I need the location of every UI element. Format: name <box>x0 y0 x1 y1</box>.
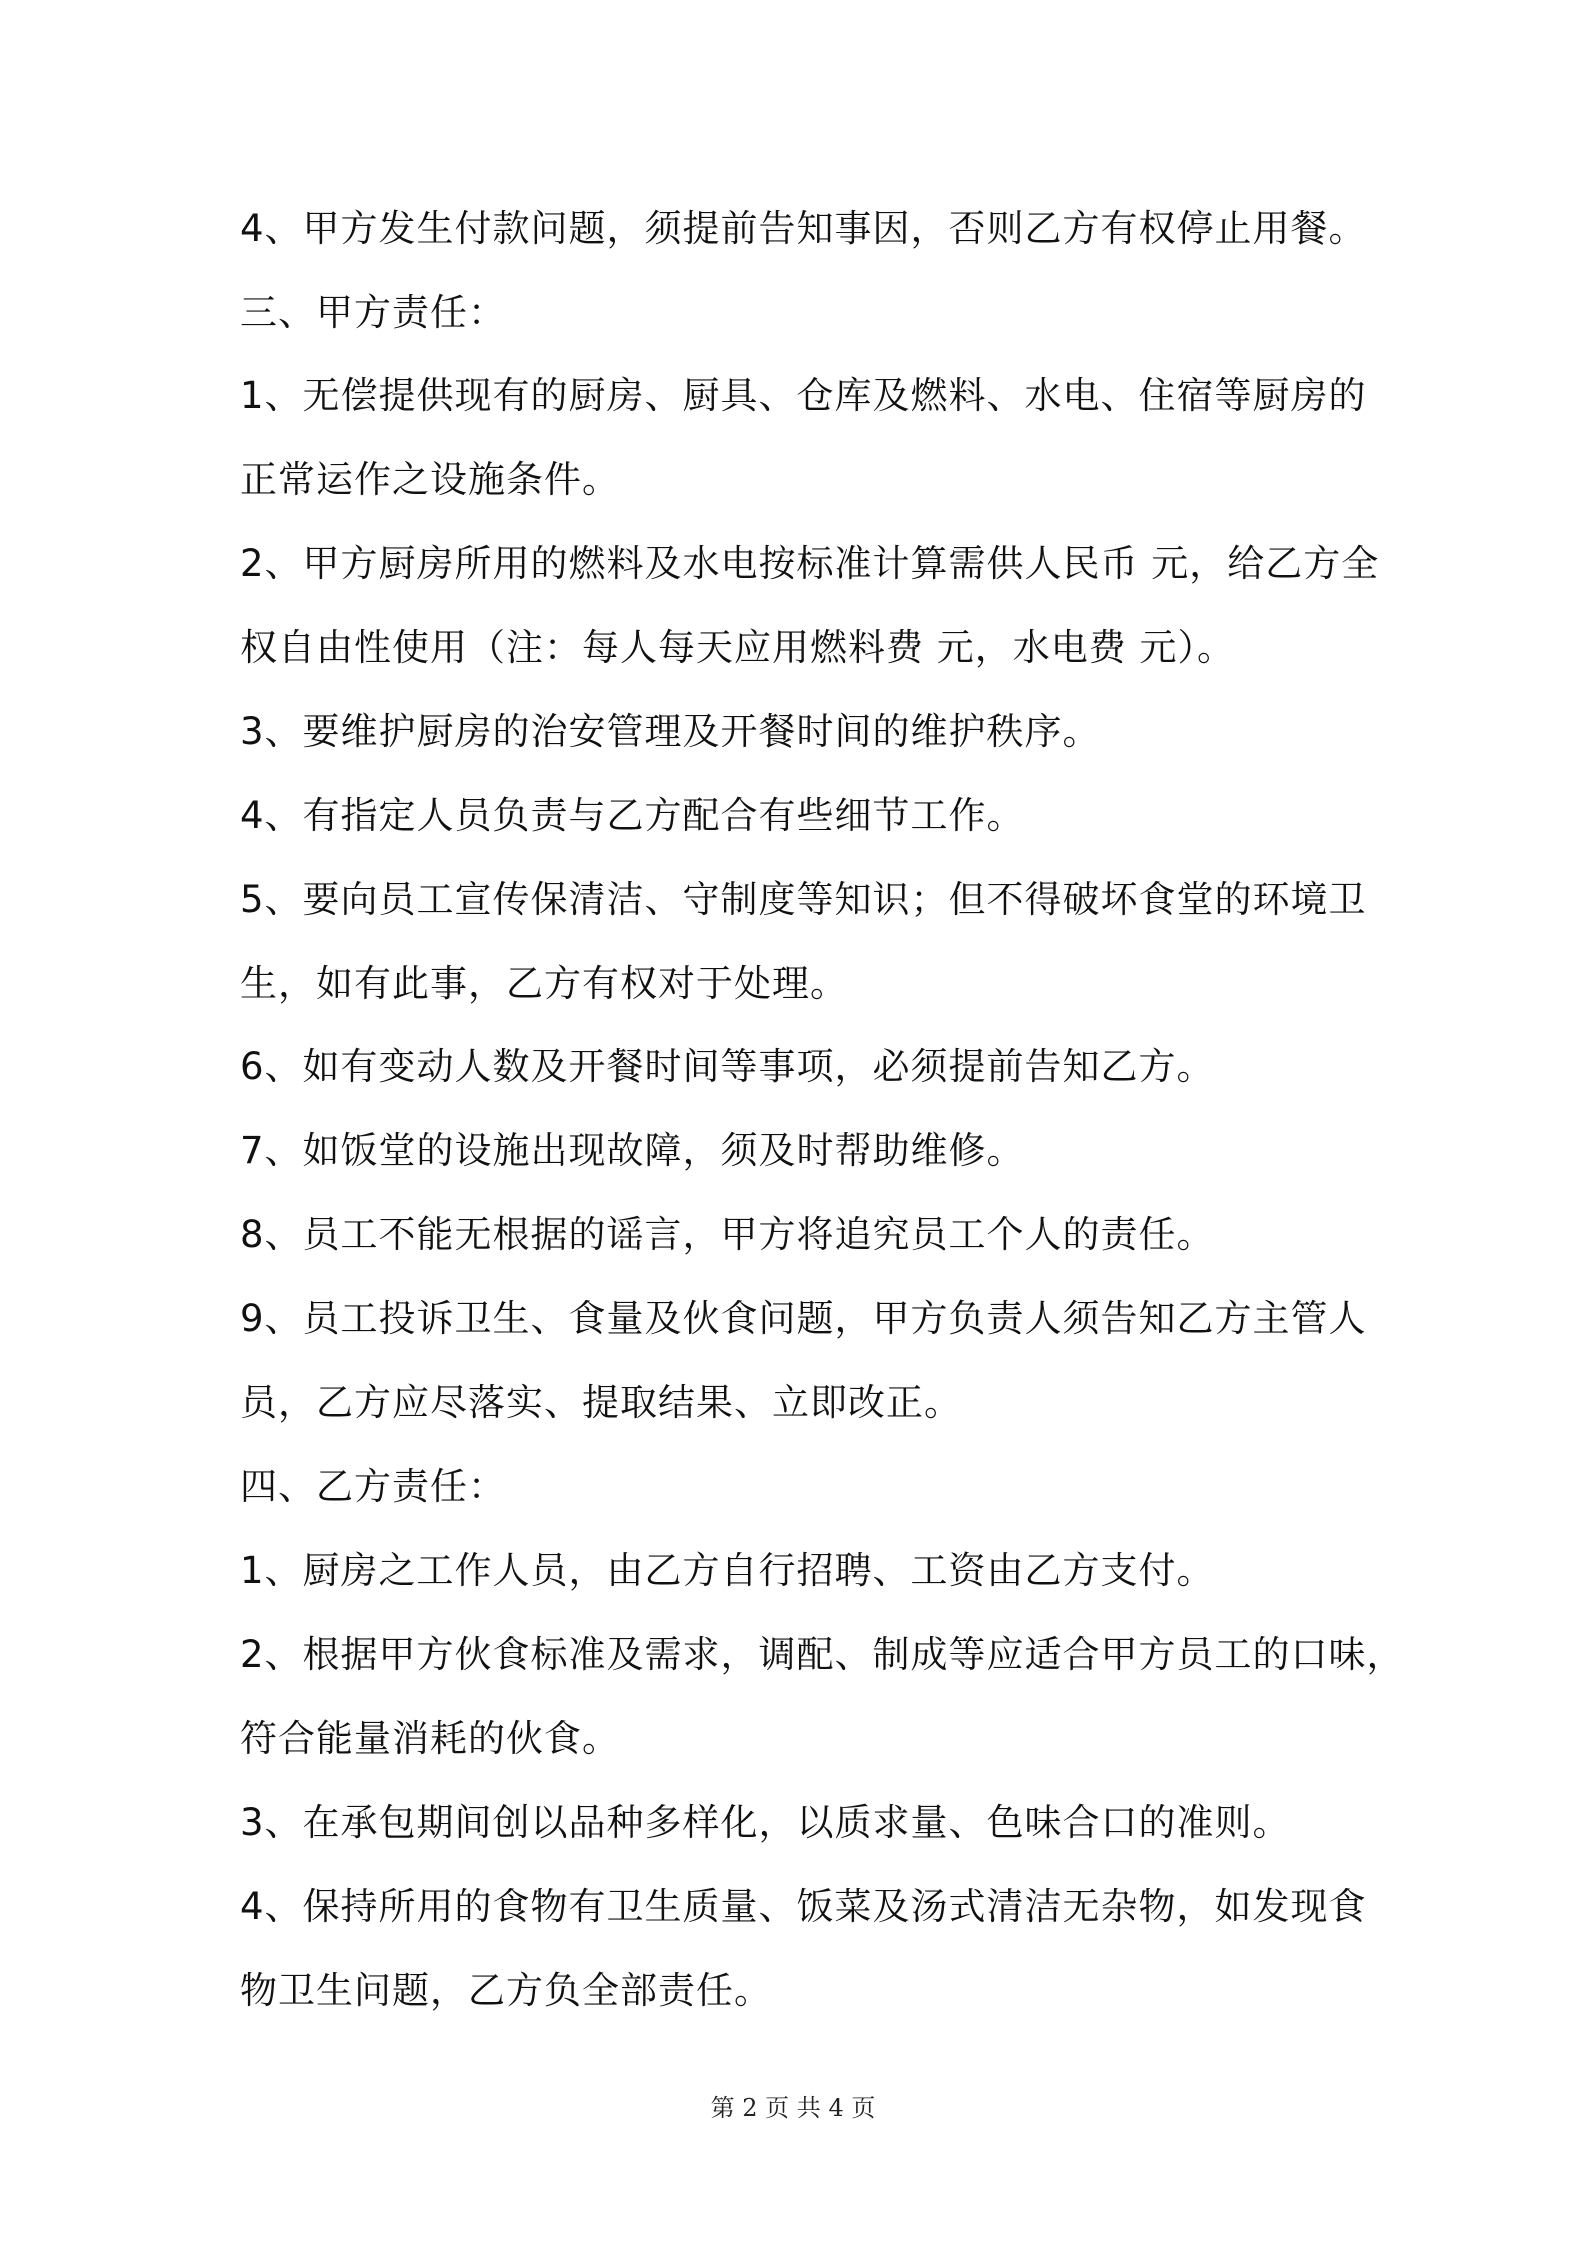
paragraph-line: 3、在承包期间创以品种多样化，以质求量、色味合口的准则。 <box>240 1801 1291 1844</box>
paragraph-line: 员，乙方应尽落实、提取结果、立即改正。 <box>240 1381 962 1424</box>
paragraph-line: 7、如饭堂的设施出现故障，须及时帮助维修。 <box>240 1129 1025 1172</box>
paragraph-line: 2、根据甲方伙食标准及需求，调配、制成等应适合甲方员工的口味， <box>240 1633 1405 1676</box>
paragraph-line: 8、员工不能无根据的谣言，甲方将追究员工个人的责任。 <box>240 1213 1215 1256</box>
paragraph-line: 4、保持所用的食物有卫生质量、饭菜及汤式清洁无杂物，如发现食 <box>240 1885 1367 1928</box>
paragraph-line: 4、有指定人员负责与乙方配合有些细节工作。 <box>240 794 1025 837</box>
paragraph-line: 权自由性使用（注：每人每天应用燃料费 元，水电费 元）。 <box>240 626 1236 669</box>
paragraph-line: 3、要维护厨房的治安管理及开餐时间的维护秩序。 <box>240 710 1101 753</box>
paragraph-line: 正常运作之设施条件。 <box>240 458 620 501</box>
paragraph-line: 生，如有此事，乙方有权对于处理。 <box>240 962 848 1005</box>
paragraph-line: 4、甲方发生付款问题，须提前告知事因，否则乙方有权停止用餐。 <box>240 207 1367 250</box>
paragraph-line: 5、要向员工宣传保清洁、守制度等知识；但不得破坏食堂的环境卫 <box>240 878 1367 921</box>
paragraph-line: 物卫生问题，乙方负全部责任。 <box>240 1969 772 2012</box>
paragraph-line: 9、员工投诉卫生、食量及伙食问题，甲方负责人须告知乙方主管人 <box>240 1297 1367 1340</box>
paragraph-line: 2、甲方厨房所用的燃料及水电按标准计算需供人民币 元，给乙方全 <box>240 542 1380 585</box>
section-heading: 四、乙方责任： <box>240 1465 506 1508</box>
paragraph-line: 符合能量消耗的伙食。 <box>240 1717 620 1760</box>
section-heading: 三、甲方责任： <box>240 291 506 334</box>
paragraph-line: 1、无偿提供现有的厨房、厨具、仓库及燃料、水电、住宿等厨房的 <box>240 374 1367 417</box>
page-footer: 第 2 页 共 4 页 <box>710 2094 876 2122</box>
paragraph-line: 1、厨房之工作人员，由乙方自行招聘、工资由乙方支付。 <box>240 1549 1215 1592</box>
paragraph-line: 6、如有变动人数及开餐时间等事项，必须提前告知乙方。 <box>240 1045 1215 1088</box>
